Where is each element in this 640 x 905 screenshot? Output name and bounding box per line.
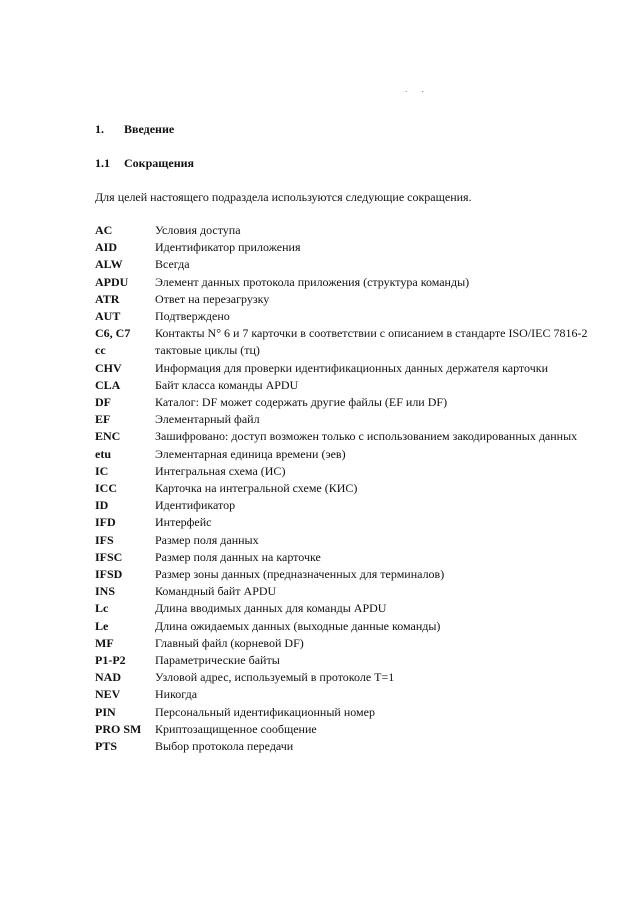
abbreviation-row <box>95 256 595 273</box>
abbreviation-row <box>95 291 595 308</box>
abbreviation-term: APDU <box>95 274 129 289</box>
abbreviation-row <box>95 222 595 239</box>
section-title: Введение <box>124 122 175 136</box>
abbreviation-description: Контакты N° 6 и 7 карточки в соответствии с описанием в стандарте ISO/IEC 7816-2 <box>155 326 588 341</box>
abbreviation-row <box>95 652 595 669</box>
abbreviation-term: INS <box>95 584 116 599</box>
abbreviation-term: NEV <box>95 687 121 702</box>
abbreviation-description: Идентификатор приложения <box>155 240 301 255</box>
abbreviation-description: Идентификатор <box>155 498 236 513</box>
abbreviation-description: Подтверждено <box>155 309 230 324</box>
abbreviation-description: Условия доступа <box>155 223 241 237</box>
intro-paragraph: Для целей настоящего подраздела используются следующие сокращения. <box>95 190 472 204</box>
abbreviation-description: Зашифровано: доступ возможен только с использованием закодированных данных <box>155 429 578 444</box>
abbreviation-description: Карточка на интегральной схеме (КИС) <box>155 481 358 496</box>
abbreviation-row <box>95 497 595 514</box>
abbreviation-term: C6, C7 <box>95 326 131 341</box>
abbreviation-term: CHV <box>95 360 122 375</box>
abbreviation-row <box>95 549 595 566</box>
abbreviation-description: Командный байт APDU <box>155 584 277 599</box>
abbreviation-row <box>95 480 595 497</box>
abbreviation-term: PTS <box>95 739 118 754</box>
abbreviation-description: Элементарный файл <box>155 412 260 427</box>
abbreviation-description: Интегральная схема (ИС) <box>155 463 286 478</box>
abbreviation-term: IC <box>95 463 109 478</box>
abbreviation-term: AUT <box>95 309 121 324</box>
abbreviation-row <box>95 635 595 652</box>
abbreviation-term: IFD <box>95 515 116 530</box>
abbreviation-term: IFS <box>95 532 114 547</box>
abbreviation-row <box>95 377 595 394</box>
abbreviation-term: DF <box>95 395 111 410</box>
abbreviation-term: EF <box>95 412 111 427</box>
abbreviation-row <box>95 446 595 463</box>
abbreviation-row <box>95 428 595 445</box>
scan-mark: . . <box>405 84 430 94</box>
abbreviation-term: PRO SM <box>95 721 142 736</box>
abbreviation-term: AID <box>95 240 118 255</box>
abbreviation-row <box>95 583 595 600</box>
abbreviation-description: Каталог: DF может содержать другие файлы (EF или DF) <box>155 395 448 410</box>
abbreviation-row <box>95 738 595 755</box>
abbreviation-row <box>95 686 595 703</box>
abbreviation-row <box>95 274 595 291</box>
abbreviation-term: ENC <box>95 429 121 444</box>
abbreviation-description: Размер поля данных на карточке <box>155 549 321 564</box>
abbreviation-description: Параметрические байты <box>155 653 280 668</box>
abbreviation-description: Всегда <box>155 257 190 272</box>
abbreviation-description: Размер поля данных <box>155 532 259 547</box>
abbreviation-term: Lc <box>95 601 109 616</box>
abbreviation-term: IFSC <box>95 549 123 564</box>
abbreviation-row <box>95 514 595 531</box>
abbreviation-term: P1-P2 <box>95 653 126 668</box>
abbreviation-row <box>95 308 595 325</box>
abbreviation-description: Интерфейс <box>155 515 212 530</box>
abbreviation-description: Главный файл (корневой DF) <box>155 635 304 650</box>
abbreviation-description: Криптозащищенное сообщение <box>155 721 317 736</box>
abbreviation-row <box>95 411 595 428</box>
abbreviation-row <box>95 566 595 583</box>
abbreviation-list <box>95 222 595 755</box>
abbreviation-description: Информация для проверки идентификационных данных держателя карточки <box>155 360 548 375</box>
abbreviation-term: ALW <box>95 257 123 272</box>
abbreviation-row <box>95 463 595 480</box>
abbreviation-row <box>95 704 595 721</box>
subsection-title: Сокращения <box>124 156 195 170</box>
abbreviation-row <box>95 721 595 738</box>
abbreviation-term: ATR <box>95 291 120 306</box>
abbreviation-description: тактовые циклы (тц) <box>155 343 260 358</box>
abbreviation-row <box>95 669 595 686</box>
abbreviation-description: Байт класса команды APDU <box>155 377 299 392</box>
abbreviation-row <box>95 239 595 256</box>
abbreviation-row <box>95 618 595 635</box>
abbreviation-description: Персональный идентификационный номер <box>155 704 375 719</box>
abbreviation-term: NAD <box>95 670 121 685</box>
abbreviation-description: Выбор протокола передачи <box>155 739 294 754</box>
abbreviation-row <box>95 325 595 342</box>
abbreviation-description: Никогда <box>155 687 198 702</box>
subsection-number: 1.1 <box>95 156 110 170</box>
abbreviation-term: ICC <box>95 481 118 496</box>
abbreviation-row <box>95 342 595 359</box>
abbreviation-description: Элементарная единица времени (эев) <box>155 446 346 461</box>
abbreviation-description: Длина ожидаемых данных (выходные данные команды) <box>155 618 441 633</box>
abbreviation-description: Размер зоны данных (предназначенных для терминалов) <box>155 567 445 582</box>
abbreviation-term: AC <box>95 223 113 237</box>
section-number: 1. <box>95 122 104 136</box>
abbreviation-term: CLA <box>95 377 121 392</box>
section-heading-1-1 <box>95 156 194 171</box>
abbreviation-description: Узловой адрес, используемый в протоколе T=1 <box>155 670 395 685</box>
abbreviation-term: cc <box>95 343 106 358</box>
abbreviation-row <box>95 394 595 411</box>
abbreviation-term: PIN <box>95 704 116 719</box>
section-heading-1 <box>95 122 174 137</box>
abbreviation-term: Le <box>95 618 109 633</box>
abbreviation-term: ID <box>95 498 109 513</box>
abbreviation-row <box>95 360 595 377</box>
abbreviation-term: etu <box>95 446 111 461</box>
abbreviation-description: Ответ на перезагрузку <box>155 291 270 306</box>
abbreviation-description: Длина вводимых данных для команды APDU <box>155 601 387 616</box>
abbreviation-row <box>95 532 595 549</box>
abbreviation-term: IFSD <box>95 567 123 582</box>
abbreviation-row <box>95 600 595 617</box>
abbreviation-description: Элемент данных протокола приложения (структура команды) <box>155 274 470 289</box>
abbreviation-term: MF <box>95 635 114 650</box>
